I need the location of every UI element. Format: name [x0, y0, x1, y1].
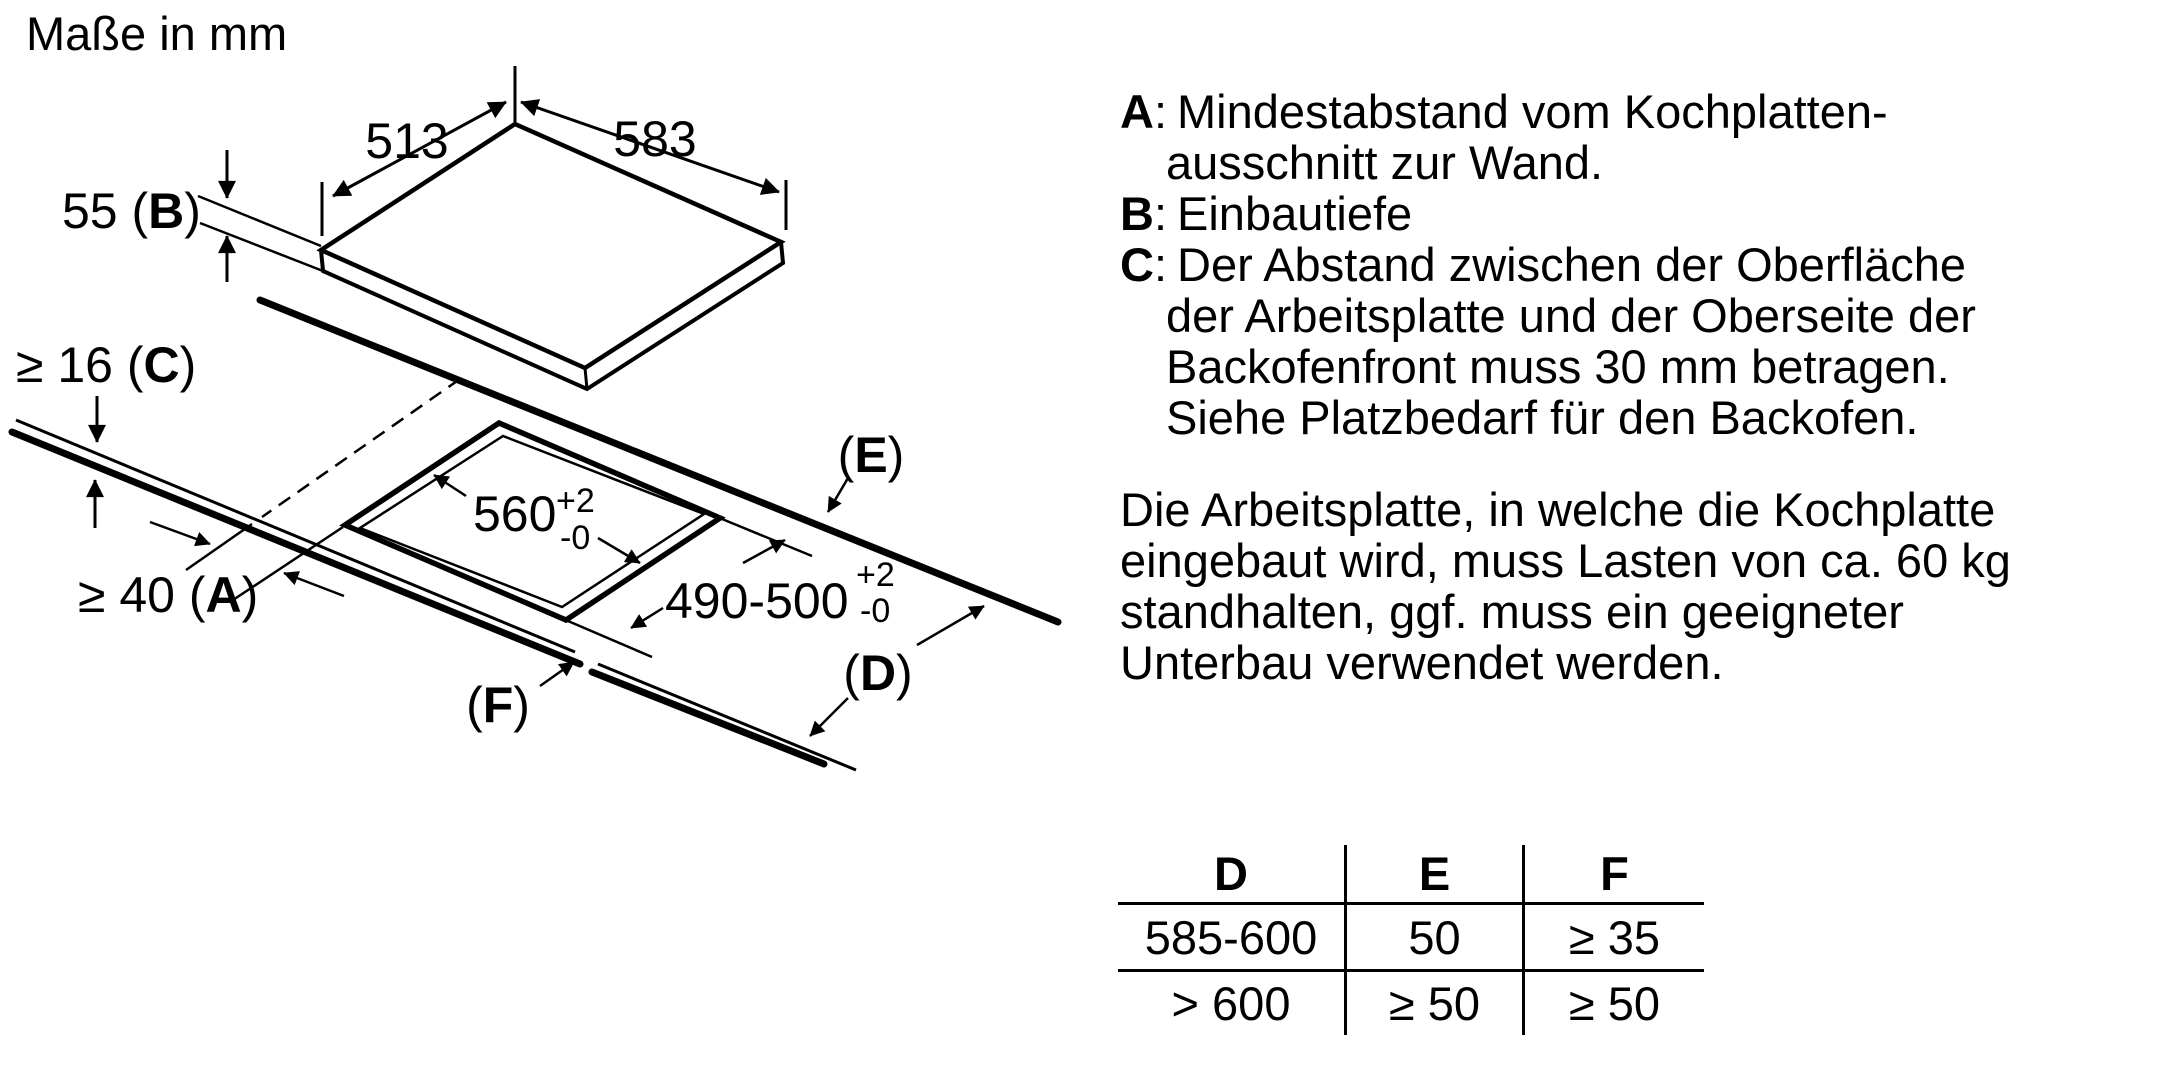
legend-item-C-line3: Backofenfront muss 30 mm betragen. [1166, 340, 1950, 393]
note-line: standhalten, ggf. muss ein geeigneter [1120, 585, 1904, 638]
label-D-text: (D) [843, 645, 913, 701]
dim-583-label: 583 [613, 111, 697, 167]
dim-16-label: ≥ 16 (C) [16, 337, 197, 393]
label-F [466, 662, 574, 733]
dim-55-label: 55 (B) [62, 183, 201, 239]
legend-item-A-line2: ausschnitt zur Wand. [1166, 136, 1604, 189]
worktop-load-note [1120, 484, 2011, 688]
legend-item-C-line2: der Arbeitsplatte und der Oberseite der [1166, 289, 1976, 342]
table-header-F: F [1525, 845, 1704, 905]
page-title: Maße in mm [26, 7, 288, 60]
dim-40-A [78, 522, 344, 623]
table-cell-F-row1: ≥ 35 [1525, 905, 1704, 972]
dim-40-label: ≥ 40 (A) [78, 567, 259, 623]
legend-item-A: A: Mindestabstand vom Kochplatten- [1120, 85, 1888, 138]
table-cell-F-row2: ≥ 50 [1568, 977, 1661, 1030]
table-header-D: D [1118, 845, 1347, 905]
dim-55-B [62, 150, 323, 282]
note-line: eingebaut wird, muss Lasten von ca. 60 kg [1120, 534, 2011, 587]
legend [1120, 86, 1976, 443]
label-E-text: (E) [837, 427, 905, 483]
dim-490-value: 490-500 [665, 573, 849, 629]
dim-560-tol-minus: -0 [560, 519, 591, 557]
table-cell-E-row1: 50 [1347, 905, 1525, 972]
table-cell-D-row2: > 600 [1118, 972, 1347, 1035]
label-F-text: (F) [466, 677, 530, 733]
table-cell-D-row1: 585-600 [1118, 905, 1347, 972]
def-dimensions-table [1118, 845, 1704, 1035]
dim-560-tol-plus: +2 [556, 482, 595, 520]
note-line: Die Arbeitsplatte, in welche die Kochplatte [1120, 483, 1996, 536]
legend-item-C-line4: Siehe Platzbedarf für den Backofen. [1166, 391, 1919, 444]
dim-490-tol-minus: -0 [860, 592, 891, 630]
note-line: Unterbau verwendet werden. [1120, 636, 1724, 689]
dim-513-label: 513 [365, 113, 449, 169]
dim-560-value: 560 [473, 486, 557, 542]
dim-490-tol-plus: +2 [856, 556, 895, 594]
worktop-back-edge [260, 300, 1058, 622]
legend-item-C: C: Der Abstand zwischen der Oberfläche [1120, 238, 1966, 291]
label-E [828, 427, 904, 512]
table-header-E: E [1347, 845, 1525, 905]
table-cell-E-row2: ≥ 50 [1347, 972, 1525, 1035]
legend-item-B: B: Einbautiefe [1120, 187, 1413, 240]
